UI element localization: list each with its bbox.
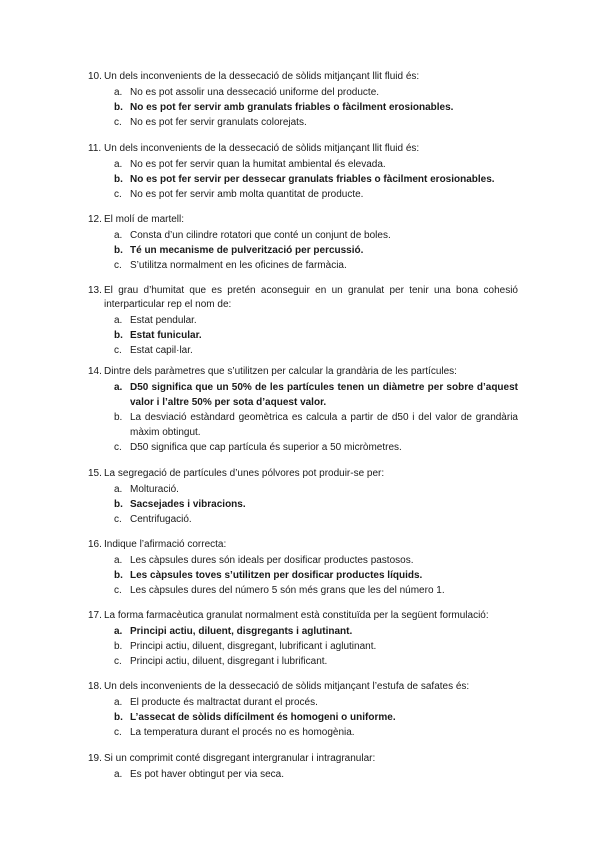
option-c — [114, 187, 518, 202]
option-text: Consta d’un cilindre rotatori que conté un conjunt de boles. — [130, 230, 391, 241]
option-b — [114, 639, 518, 654]
option-letter: b. — [114, 174, 123, 185]
option-c — [114, 343, 518, 358]
option-text: No es pot fer servir granulats colorejats. — [130, 117, 307, 128]
option-letter: a. — [114, 230, 123, 241]
question-19 — [88, 752, 518, 782]
option-a — [114, 85, 518, 100]
option-letter: c. — [114, 345, 122, 356]
question-number: 16. — [88, 539, 102, 550]
option-text: Sacsejades i vibracions. — [130, 499, 246, 510]
option-text: La desviació estàndard geomètrica es calcula a partir de d50 i del valor de grandària màxim obtingut. — [130, 412, 518, 438]
question-text: El grau d’humitat que es pretén aconseguir en un granulat per tenir una bona cohesió interparticular rep el nom de: — [104, 285, 518, 310]
option-a — [114, 767, 518, 782]
option-b-correct — [114, 328, 518, 343]
option-letter: c. — [114, 514, 122, 525]
option-c — [114, 115, 518, 130]
option-b-correct — [114, 100, 518, 115]
option-letter: a. — [114, 159, 123, 170]
option-text: El producte és maltractat durant el procés. — [130, 697, 318, 708]
question-10 — [88, 70, 518, 130]
question-16 — [88, 538, 518, 598]
question-text: Si un comprimit conté disgregant intergranular i intragranular: — [104, 753, 376, 764]
option-a — [114, 228, 518, 243]
question-number: 10. — [88, 71, 102, 82]
question-number: 18. — [88, 681, 102, 692]
question-14 — [88, 365, 518, 455]
option-text: No es pot fer servir per dessecar granulats friables o fàcilment erosionables. — [130, 174, 495, 185]
option-b-correct — [114, 568, 518, 583]
question-text: Un dels inconvenients de la dessecació de sòlids mitjançant l’estufa de safates és: — [104, 681, 470, 692]
option-a — [114, 695, 518, 710]
option-b-correct — [114, 243, 518, 258]
question-text: La segregació de partícules d’unes pólvores pot produir-se per: — [104, 468, 385, 479]
option-text: La temperatura durant el procés no es homogènia. — [130, 727, 355, 738]
question-text: Dintre dels paràmetres que s’utilitzen per calcular la grandària de les partícules: — [104, 366, 457, 377]
question-text: Indique l’afirmació correcta: — [104, 539, 227, 550]
option-b-correct — [114, 172, 518, 187]
question-text: Un dels inconvenients de la dessecació de sòlids mitjançant llit fluid és: — [104, 71, 420, 82]
option-c — [114, 583, 518, 598]
option-c — [114, 654, 518, 669]
option-text: D50 significa que un 50% de les partícules tenen un diàmetre per sobre d’aquest valor i l’altre 50% per sota d’aquest valor. — [130, 382, 518, 408]
option-letter: a. — [114, 769, 123, 780]
option-letter: c. — [114, 727, 122, 738]
option-letter: a. — [114, 382, 123, 393]
question-number: 15. — [88, 468, 102, 479]
option-letter: a. — [114, 555, 123, 566]
option-text: No es pot fer servir quan la humitat ambiental és elevada. — [130, 159, 386, 170]
option-letter: a. — [114, 697, 123, 708]
question-number: 13. — [88, 285, 102, 296]
option-letter: b. — [114, 412, 123, 423]
option-letter: a. — [114, 484, 123, 495]
option-letter: c. — [114, 656, 122, 667]
option-a-correct — [114, 380, 518, 410]
option-text: Les càpsules dures són ideals per dosificar productes pastosos. — [130, 555, 414, 566]
option-letter: b. — [114, 330, 123, 341]
option-letter: b. — [114, 499, 123, 510]
question-text: El molí de martell: — [104, 214, 185, 225]
option-letter: b. — [114, 712, 123, 723]
option-text: Principi actiu, diluent, disgregants i aglutinant. — [130, 626, 353, 637]
question-number: 12. — [88, 214, 102, 225]
option-text: Les càpsules toves s’utilitzen per dosificar productes líquids. — [130, 570, 423, 581]
option-text: Té un mecanisme de pulverització per percussió. — [130, 245, 364, 256]
option-b-correct — [114, 497, 518, 512]
option-letter: a. — [114, 87, 123, 98]
question-number: 11. — [88, 143, 102, 154]
option-text: Molturació. — [130, 484, 179, 495]
option-c — [114, 512, 518, 527]
question-15 — [88, 467, 518, 527]
option-text: D50 significa que cap partícula és superior a 50 micròmetres. — [130, 442, 402, 453]
option-c — [114, 725, 518, 740]
option-letter: c. — [114, 442, 122, 453]
option-letter: b. — [114, 102, 123, 113]
question-number: 19. — [88, 753, 102, 764]
question-number: 17. — [88, 610, 102, 621]
option-text: Centrifugació. — [130, 514, 192, 525]
option-letter: b. — [114, 641, 123, 652]
option-text: Estat capil·lar. — [130, 345, 193, 356]
option-a-correct — [114, 624, 518, 639]
option-letter: b. — [114, 245, 123, 256]
option-text: No es pot assolir una dessecació uniforme del producte. — [130, 87, 380, 98]
option-text: Estat pendular. — [130, 315, 197, 326]
option-text: No es pot fer servir amb granulats friables o fàcilment erosionables. — [130, 102, 454, 113]
option-c — [114, 258, 518, 273]
option-letter: c. — [114, 117, 122, 128]
option-a — [114, 553, 518, 568]
question-13 — [88, 284, 518, 358]
question-12 — [88, 213, 518, 273]
option-b — [114, 410, 518, 440]
option-a — [114, 313, 518, 328]
question-18 — [88, 680, 518, 740]
question-text: La forma farmacèutica granulat normalment està constituïda per la següent formulació: — [104, 610, 489, 621]
option-c — [114, 440, 518, 455]
option-letter: a. — [114, 626, 123, 637]
question-number: 14. — [88, 366, 102, 377]
option-text: S’utilitza normalment en les oficines de farmàcia. — [130, 260, 347, 271]
option-letter: c. — [114, 260, 122, 271]
question-17 — [88, 609, 518, 669]
question-text: Un dels inconvenients de la dessecació de sòlids mitjançant llit fluid és: — [104, 143, 420, 154]
option-letter: c. — [114, 189, 122, 200]
option-a — [114, 157, 518, 172]
option-text: No es pot fer servir amb molta quantitat de producte. — [130, 189, 364, 200]
option-text: Estat funicular. — [130, 330, 202, 341]
question-11 — [88, 142, 518, 202]
option-letter: c. — [114, 585, 122, 596]
option-text: Principi actiu, diluent, disgregant, lubrificant i aglutinant. — [130, 641, 377, 652]
option-text: Es pot haver obtingut per via seca. — [130, 769, 284, 780]
option-letter: b. — [114, 570, 123, 581]
option-text: L’assecat de sòlids difícilment és homogeni o uniforme. — [130, 712, 396, 723]
option-text: Les càpsules dures del número 5 són més grans que les del número 1. — [130, 585, 445, 596]
option-text: Principi actiu, diluent, disgregant i lubrificant. — [130, 656, 328, 667]
option-a — [114, 482, 518, 497]
option-letter: a. — [114, 315, 123, 326]
option-b-correct — [114, 710, 518, 725]
